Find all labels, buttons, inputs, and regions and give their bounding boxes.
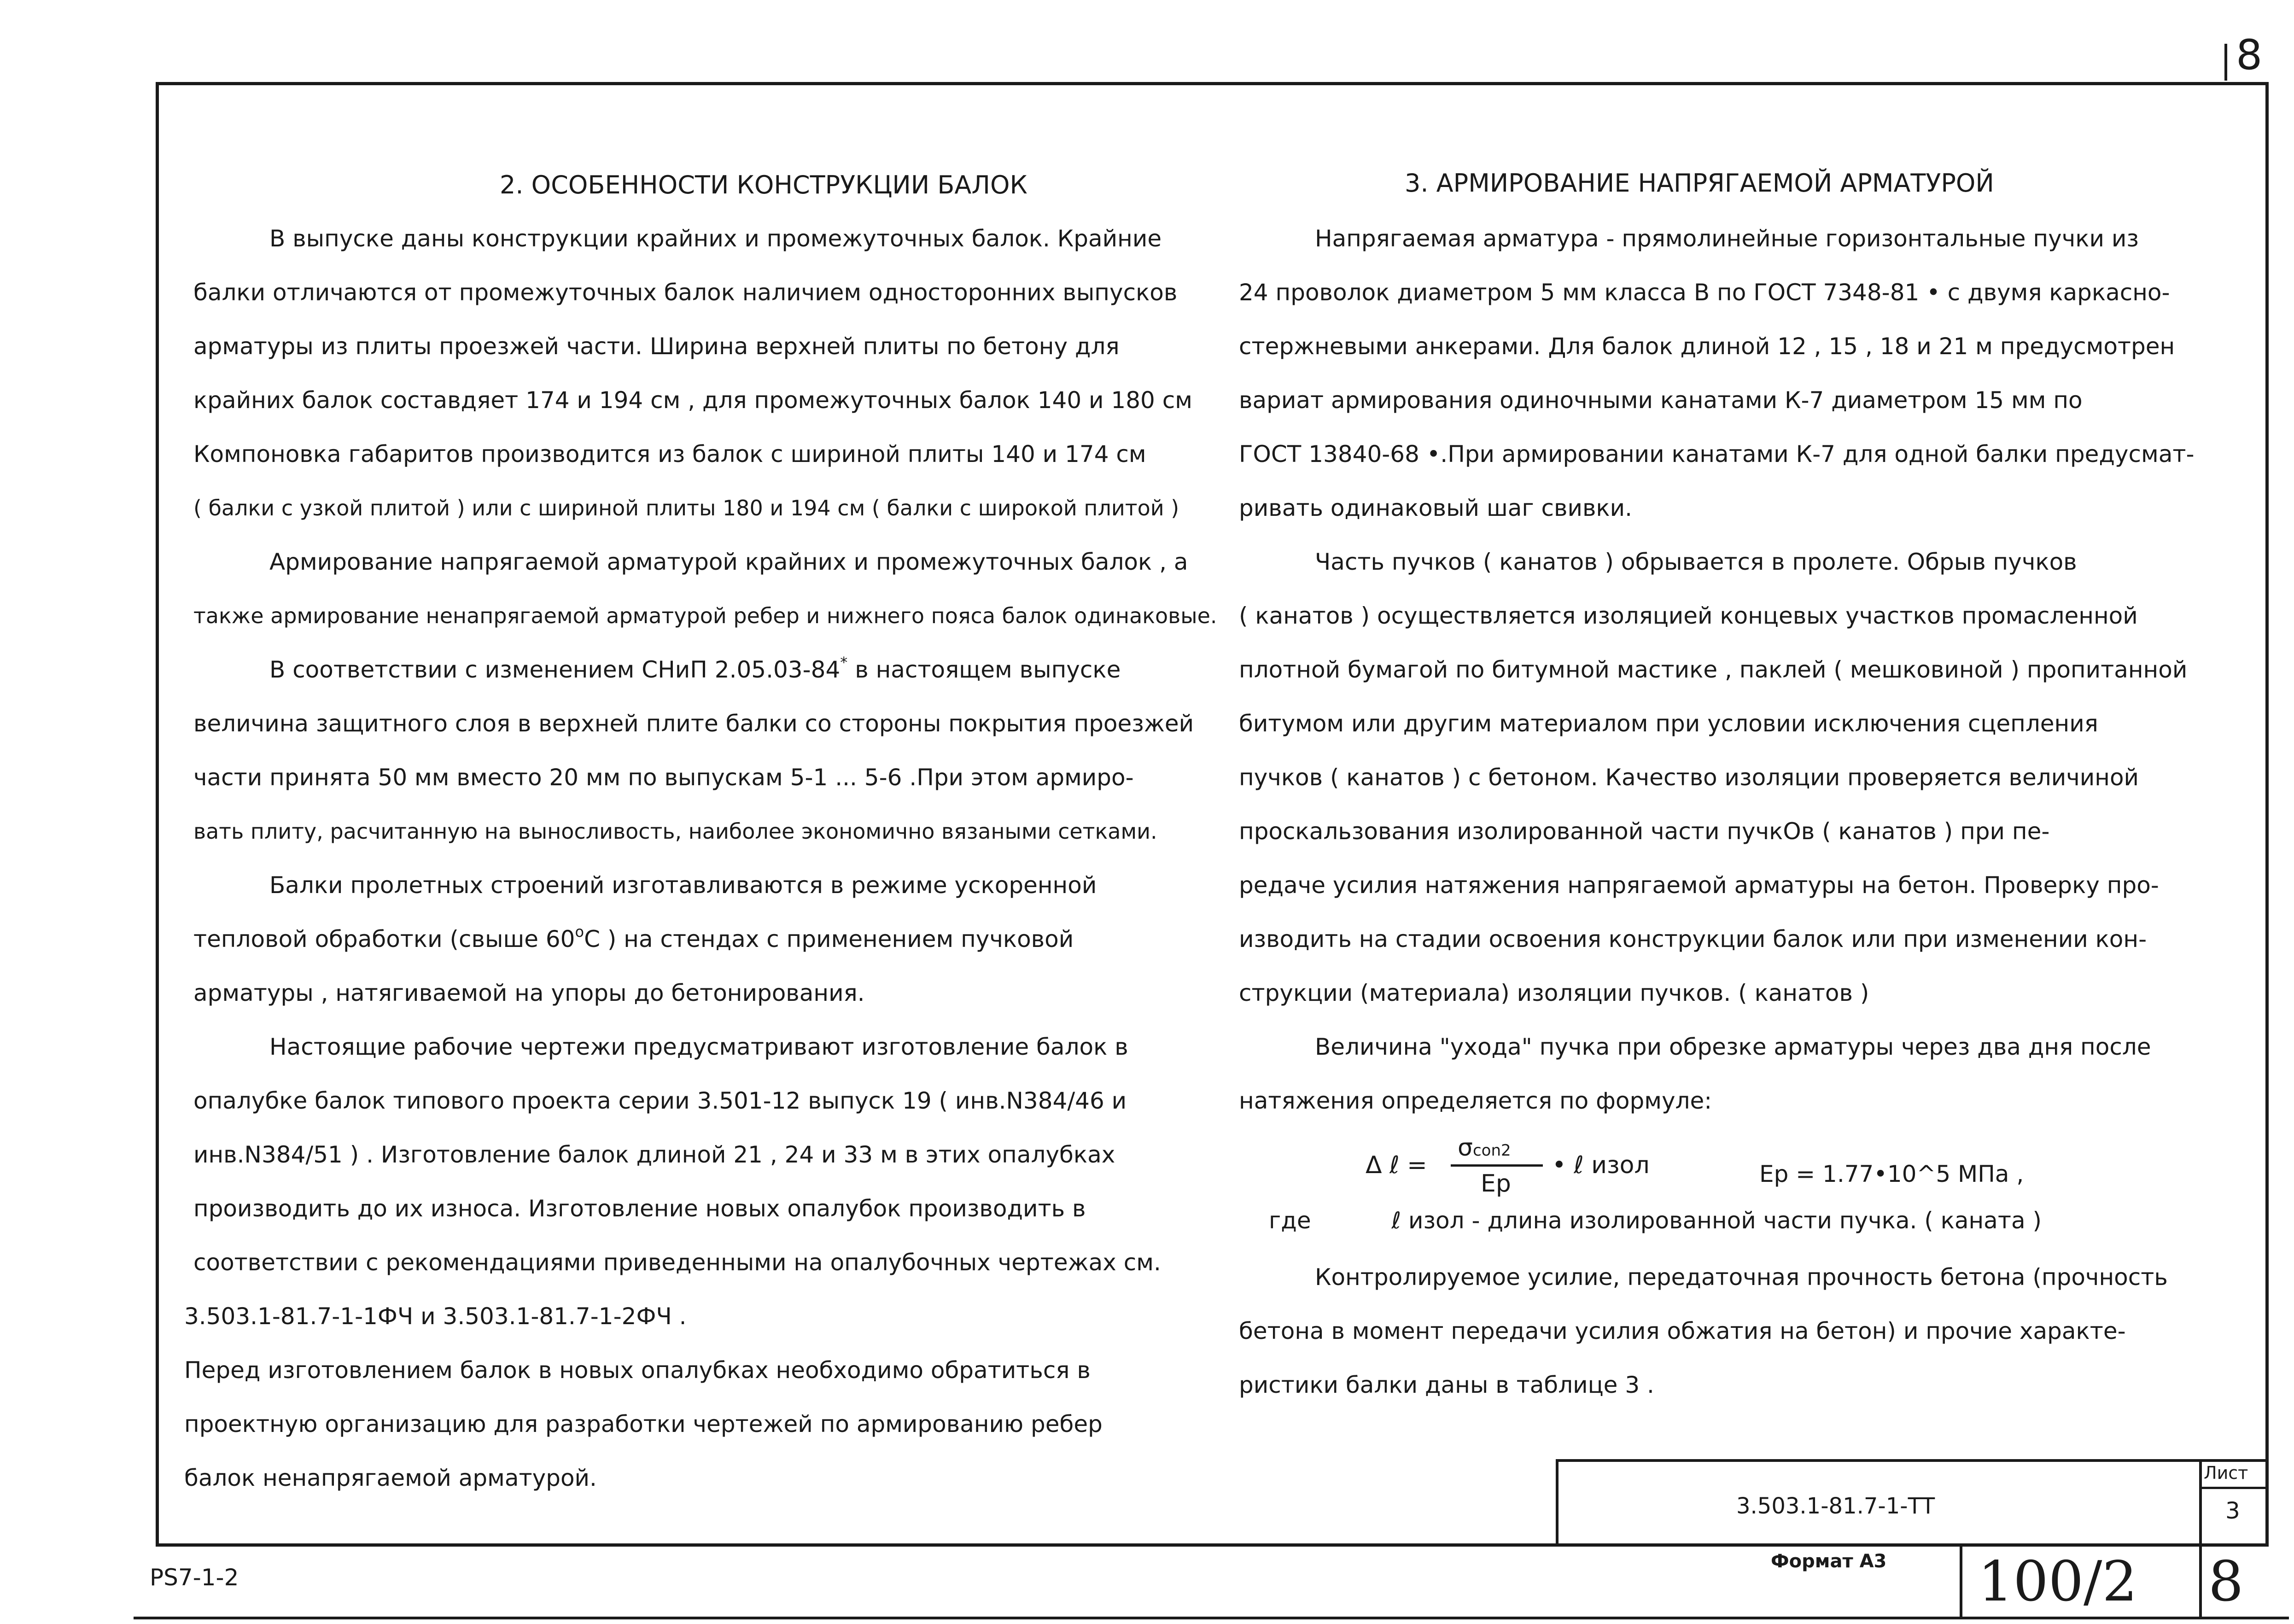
right-text-block — [1239, 212, 2195, 1128]
text-line: битумом или другим материалом при условии исключения сцепления — [1239, 710, 2098, 737]
stamp-sheet-label: Лист — [2204, 1463, 2248, 1483]
left-section-title: 2. ОСОБЕННОСТИ КОНСТРУКЦИИ БАЛОК — [500, 170, 1027, 199]
text-line: опалубке балок типового проекта серии 3.501-12 выпуск 19 ( инв.N384/46 и — [193, 1087, 1127, 1114]
stamp-format-label: Формат А3 — [1771, 1551, 1887, 1572]
text-line — [193, 643, 1217, 697]
snip-text-after: в настоящем выпуске — [855, 656, 1121, 683]
text-line: редаче усилия натяжения напрягаемой арматуры на бетон. Проверку про- — [1239, 872, 2159, 899]
stamp-page-number: 8 — [2208, 1550, 2244, 1614]
text-line: В выпуске даны конструкции крайних и промежуточных балок. Крайние — [269, 225, 1162, 252]
text-line: инв.N384/51 ) . Изготовление балок длиной 21 , 24 и 33 м в этих опалубках — [193, 1141, 1115, 1168]
text-line: вать плиту, расчитанную на выносливость, наиболее экономично вязаными сетками. — [193, 819, 1157, 844]
text-line: балки отличаются от промежуточных балок наличием односторонних выпусков — [193, 279, 1178, 306]
formula-numerator — [1458, 1134, 1511, 1162]
text-line: Контролируемое усилие, передаточная прочность бетона (прочность — [1315, 1264, 2168, 1291]
bottom-left-code: PS7-1-2 — [150, 1564, 239, 1591]
formula-ep-value: Ep = 1.77•10^5 МПа , — [1759, 1161, 2024, 1187]
text-line: также армирование ненапрягаемой арматурой ребер и нижнего пояса балок одинаковые. — [193, 603, 1217, 628]
left-text-block — [184, 212, 1217, 1505]
text-line: струкции (материала) изоляции пучков. ( канатов ) — [1239, 980, 1869, 1006]
text-line: части принята 50 мм вместо 20 мм по выпускам 5-1 ... 5-6 .При этом армиро- — [193, 764, 1134, 791]
top-page-number: 8 — [2236, 31, 2263, 79]
text-line: Величина "ухода" пучка при обрезке арматуры через два дня после — [1315, 1034, 2151, 1060]
stamp-drawing-number: 100/2 — [1978, 1550, 2137, 1614]
text-line: Часть пучков ( канатов ) обрывается в пролете. Обрыв пучков — [1315, 549, 2077, 575]
stamp-top-line — [1556, 1459, 2269, 1462]
text-line: натяжения определяется по формуле: — [1239, 1087, 1712, 1114]
heat-text-after: С ) на стендах с применением пучковой — [584, 926, 1074, 952]
stamp-left-line — [1556, 1459, 1559, 1547]
stamp-sheet-value: 3 — [2225, 1497, 2240, 1524]
text-line: арматуры из плиты проезжей части. Ширина верхней плиты по бетону для — [193, 333, 1120, 360]
text-line: величина защитного слоя в верхней плите балки со стороны покрытия проезжей — [193, 710, 1194, 737]
text-line: бетона в момент передачи усилия обжатия на бетон) и прочие характе- — [1239, 1318, 2126, 1344]
text-line: Перед изготовлением балок в новых опалубках необходимо обратиться в — [184, 1357, 1091, 1384]
text-line: 24 проволок диаметром 5 мм класса В по ГОСТ 7348-81 • с двумя каркасно- — [1239, 279, 2170, 306]
top-number-tick — [2224, 44, 2227, 81]
text-line: вариат армирования одиночными канатами К-7 диаметром 15 мм по — [1239, 387, 2083, 414]
asterisk-mark: * — [840, 654, 848, 671]
text-line: арматуры , натягиваемой на упоры до бетонирования. — [193, 980, 865, 1006]
formula-fraction-bar — [1451, 1164, 1543, 1167]
text-line: ( балки с узкой плитой ) или с шириной плиты 180 и 194 см ( балки с широкой плитой ) — [193, 496, 1179, 520]
text-line: стержневыми анкерами. Для балок длиной 12 , 15 , 18 и 21 м предусмотрен — [1239, 333, 2175, 360]
text-line: крайних балок составдяет 174 и 194 см , для промежуточных балок 140 и 180 см — [193, 387, 1192, 414]
sigma-subscript: con2 — [1472, 1141, 1511, 1160]
bottom-border-line — [134, 1617, 2289, 1619]
stamp-number-left-line — [1960, 1547, 1962, 1618]
stamp-document-code: 3.503.1-81.7-1-ТТ — [1736, 1493, 1935, 1519]
text-line: ГОСТ 13840-68 •.При армировании канатами К-7 для одной балки предусмат- — [1239, 441, 2195, 467]
text-line: 3.503.1-81.7-1-1ФЧ и 3.503.1-81.7-1-2ФЧ . — [184, 1303, 687, 1330]
text-line: Балки пролетных строений изготавливаются в режиме ускоренной — [269, 872, 1097, 899]
text-line: ( канатов ) осуществляется изоляцией концевых участков промасленной — [1239, 602, 2138, 629]
sigma-symbol: σ — [1458, 1134, 1473, 1162]
right-text-block-bottom — [1239, 1250, 2168, 1412]
degree-mark: о — [575, 923, 584, 941]
text-line: производить до их износа. Изготовление новых опалубок производить в — [193, 1195, 1086, 1222]
text-line — [193, 912, 1217, 966]
stamp-sheet-label-line — [2199, 1487, 2269, 1489]
text-line: ристики балки даны в таблице 3 . — [1239, 1372, 1654, 1398]
text-line: Напрягаемая арматура - прямолинейные горизонтальные пучки из — [1315, 225, 2139, 252]
snip-text-before: В соответствии с изменением СНиП 2.05.03-84 — [269, 656, 841, 683]
formula-lhs: Δ ℓ = — [1366, 1151, 1427, 1179]
formula-denominator: Ep — [1481, 1170, 1511, 1198]
text-line: Настоящие рабочие чертежи предусматривают изготовление балок в — [269, 1034, 1128, 1060]
text-line: пучков ( канатов ) с бетоном. Качество изоляции проверяется величиной — [1239, 764, 2139, 791]
text-line: ривать одинаковый шаг свивки. — [1239, 495, 1633, 521]
right-section-title: 3. АРМИРОВАНИЕ НАПРЯГАЕМОЙ АРМАТУРОЙ — [1405, 169, 1994, 198]
text-line: соответствии с рекомендациями приведенными на опалубочных чертежах см. — [193, 1249, 1161, 1276]
text-line: изводить на стадии освоения конструкции балок или при изменении кон- — [1239, 926, 2147, 952]
formula-rhs: • ℓ изол — [1552, 1151, 1650, 1179]
heat-text-before: тепловой обработки (свыше 60 — [193, 926, 575, 952]
text-line: Компоновка габаритов производится из балок с шириной плиты 140 и 174 см — [193, 441, 1146, 467]
text-line: проектную организацию для разработки чертежей по армированию ребер — [184, 1411, 1103, 1437]
text-line: плотной бумагой по битумной мастике , паклей ( мешковиной ) пропитанной — [1239, 656, 2188, 683]
text-line: Армирование напрягаемой арматурой крайних и промежуточных балок , а — [269, 549, 1188, 575]
text-line: проскальзования изолированной части пучкОв ( канатов ) при пе- — [1239, 818, 2050, 845]
stamp-sheet-divider — [2199, 1459, 2202, 1618]
text-line: балок ненапрягаемой арматурой. — [184, 1465, 597, 1491]
formula-where-line: где ℓ изол - длина изолированной части пучка. ( каната ) — [1269, 1207, 2042, 1234]
